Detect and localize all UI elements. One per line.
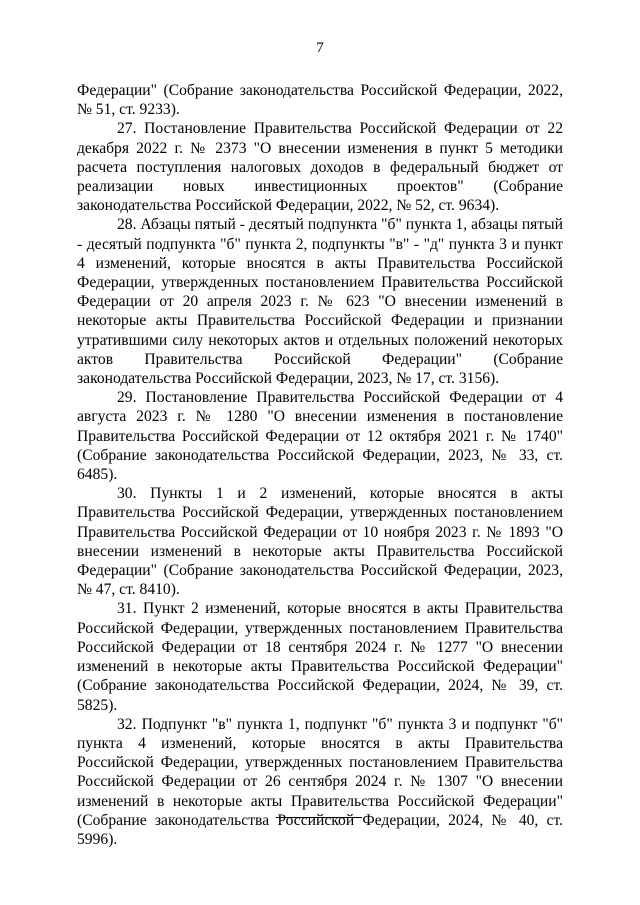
paragraph-continuation: Федерации" (Собрание законодательства Российской Федерации, 2022, № 51, ст. 9233). bbox=[77, 82, 563, 119]
paragraph-item-28: 28. Абзацы пятый - десятый подпункта "б" пункта 1, абзацы пятый - десятый подпункта "б" пункта 2, подпункты "в" - "д" пункта 3 и пункт 4 изменений, которые вносятся в акты Правительства Российской Федерации, утвержденных постановлением Правительства Российской Федерации от 20 апреля 2023 г. № 623 "О внесении изменений в некоторые акты Правительства Российской Федерации и признании утратившими силу некоторых актов и отдельных положений некоторых актов Правительства Российской Федерации" (Собрание законодательства Российской Федерации, 2023, № 17, ст. 3156). bbox=[77, 216, 563, 388]
paragraph-item-32: 32. Подпункт "в" пункта 1, подпункт "б" пункта 3 и подпункт "б" пункта 4 изменений, которые вносятся в акты Правительства Российской Федерации, утвержденных постановлением Правительства Российской Федерации от 26 сентября 2024 г. № 1307 "О внесении изменений в некоторые акты Правительства Российской Федерации" (Собрание законодательства Российской Федерации, 2024, № 40, ст. 5996). bbox=[77, 715, 563, 848]
document-body bbox=[77, 81, 563, 849]
paragraph-item-31: 31. Пункт 2 изменений, которые вносятся в акты Правительства Российской Федерации, утвержденных постановлением Правительства Российской Федерации от 18 сентября 2024 г. № 1277 "О внесении изменений в некоторые акты Правительства Российской Федерации" (Собрание законодательства Российской Федерации, 2024, № 39, ст. 5825). bbox=[77, 600, 563, 714]
paragraph-item-27: 27. Постановление Правительства Российской Федерации от 22 декабря 2022 г. № 2373 "О внесении изменения в пункт 5 методики расчета поступления налоговых доходов в федеральный бюджет от реализации новых инвестиционных проектов" (Собрание законодательства Российской Федерации, 2022, № 52, ст. 9634). bbox=[77, 120, 563, 215]
end-divider-line bbox=[276, 817, 362, 818]
paragraph-item-29: 29. Постановление Правительства Российской Федерации от 4 августа 2023 г. № 1280 "О внесении изменения в постановление Правительства Российской Федерации от 12 октября 2021 г. № 1740" (Собрание законодательства Российской Федерации, 2023, № 33, ст. 6485). bbox=[77, 389, 563, 484]
paragraph-item-30: 30. Пункты 1 и 2 изменений, которые вносятся в акты Правительства Российской Федерации, утвержденных постановлением Правительства Российской Федерации от 10 ноября 2023 г. № 1893 "О внесении изменений в некоторые акты Правительства Российской Федерации" (Собрание законодательства Российской Федерации, 2023, № 47, ст. 8410). bbox=[77, 485, 563, 599]
page-number: 7 bbox=[316, 40, 324, 56]
